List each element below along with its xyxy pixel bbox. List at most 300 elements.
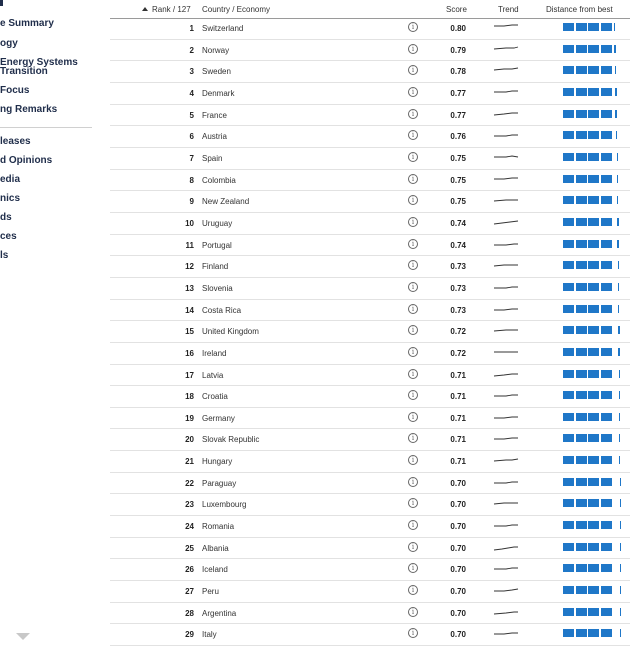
country-cell[interactable]: Switzerland [202, 24, 244, 33]
sidebar-item-opinions[interactable]: d Opinions [0, 155, 53, 166]
score-cell: 0.79 [450, 45, 466, 55]
table-row [110, 105, 630, 127]
table-row [110, 429, 630, 451]
trend-line [494, 113, 518, 115]
distance-segment [588, 305, 599, 313]
rank-cell: 15 [185, 327, 194, 337]
country-cell[interactable]: New Zealand [202, 197, 250, 207]
distance-segment [563, 45, 574, 53]
distance-segment [588, 196, 599, 204]
score-cell: 0.70 [450, 565, 466, 575]
info-icon[interactable]: i [408, 22, 418, 32]
distance-marker [619, 456, 621, 464]
info-icon[interactable]: i [408, 195, 418, 205]
info-icon[interactable]: i [408, 174, 418, 184]
score-cell: 0.72 [450, 327, 466, 337]
table-row [110, 408, 630, 430]
distance-segment [563, 608, 574, 616]
distance-bar [563, 391, 615, 399]
table-row [110, 126, 630, 148]
distance-segment [601, 564, 612, 572]
distance-segment [588, 240, 599, 248]
country-cell[interactable]: Italy [202, 630, 217, 640]
info-icon[interactable]: i [408, 239, 418, 249]
rank-cell: 12 [185, 262, 194, 272]
country-cell[interactable]: Costa Rica [202, 305, 242, 315]
info-icon[interactable]: i [408, 325, 418, 335]
distance-segment [563, 348, 574, 356]
distance-bar [563, 218, 615, 226]
sidebar-nav [0, 0, 105, 644]
trend-sparkline [492, 368, 520, 380]
info-icon[interactable]: i [408, 260, 418, 270]
distance-marker [615, 66, 617, 74]
score-cell: 0.70 [450, 630, 466, 640]
distance-segment [576, 348, 587, 356]
country-cell[interactable]: Croatia [202, 392, 228, 402]
distance-bar [563, 45, 615, 53]
trend-sparkline [492, 86, 520, 98]
table-row [110, 61, 630, 83]
score-cell: 0.74 [450, 240, 466, 250]
country-cell[interactable]: Romania [202, 522, 235, 532]
distance-segment [601, 413, 612, 421]
score-cell: 0.73 [450, 262, 466, 272]
distance-segment [588, 521, 599, 529]
trend-sparkline [492, 389, 520, 401]
trend-line [494, 503, 518, 504]
distance-segment [588, 131, 599, 139]
trend-sparkline [492, 497, 520, 509]
distance-bar [563, 348, 615, 356]
distance-segment [601, 305, 612, 313]
distance-bar [563, 629, 615, 637]
scroll-down-arrow-icon[interactable] [16, 633, 30, 640]
trend-sparkline [492, 584, 520, 596]
distance-segment [601, 391, 612, 399]
distance-segment [576, 175, 587, 183]
sidebar-item-closing-remarks[interactable]: ng Remarks [0, 104, 58, 115]
trend-sparkline [492, 64, 520, 76]
rank-cell: 5 [189, 110, 194, 120]
rank-cell: 17 [185, 370, 194, 380]
distance-segment [601, 629, 612, 637]
info-icon[interactable]: i [408, 412, 418, 422]
distance-segment [601, 175, 612, 183]
rank-cell: 3 [189, 67, 194, 77]
table-row [110, 386, 630, 408]
distance-segment [588, 391, 599, 399]
info-icon[interactable]: i [408, 390, 418, 400]
table-row [110, 191, 630, 213]
sidebar-item-transition[interactable]: Transition [0, 66, 48, 77]
rank-cell: 21 [185, 457, 194, 467]
info-icon[interactable]: i [408, 520, 418, 530]
distance-segment [588, 434, 599, 442]
distance-marker [615, 88, 617, 96]
distance-segment [576, 45, 587, 53]
distance-segment [601, 131, 612, 139]
info-icon[interactable]: i [408, 109, 418, 119]
country-cell[interactable]: Luxembourg [202, 500, 247, 510]
trend-sparkline [492, 606, 520, 618]
distance-segment [576, 434, 587, 442]
distance-segment [563, 196, 574, 204]
distance-segment [588, 88, 599, 96]
country-cell[interactable]: Denmark [202, 88, 235, 98]
distance-segment [588, 586, 599, 594]
trend-sparkline [492, 129, 520, 141]
distance-segment [601, 261, 612, 269]
table-row [110, 235, 630, 257]
distance-segment [576, 521, 587, 529]
info-icon[interactable]: i [408, 65, 418, 75]
country-cell[interactable]: Austria [202, 132, 227, 142]
info-icon[interactable]: i [408, 607, 418, 617]
country-cell[interactable]: Peru [202, 587, 219, 597]
country-cell[interactable]: United Kingdom [202, 327, 259, 337]
distance-segment [563, 175, 574, 183]
trend-line [494, 135, 518, 136]
distance-marker [620, 499, 622, 507]
rank-cell: 4 [189, 88, 194, 98]
score-cell: 0.70 [450, 500, 466, 510]
distance-segment [601, 456, 612, 464]
trend-sparkline [492, 411, 520, 423]
trend-line [494, 330, 518, 331]
trend-sparkline [492, 43, 520, 55]
table-row [110, 365, 630, 387]
country-cell[interactable]: Latvia [202, 370, 224, 380]
distance-marker [617, 153, 619, 161]
distance-marker [619, 434, 621, 442]
distance-bar [563, 608, 615, 616]
distance-segment [588, 326, 599, 334]
distance-segment [576, 326, 587, 334]
distance-segment [563, 240, 574, 248]
info-icon[interactable]: i [408, 304, 418, 314]
distance-segment [576, 456, 587, 464]
distance-marker [620, 629, 622, 637]
rank-cell: 9 [189, 197, 194, 207]
distance-segment [576, 413, 587, 421]
table-row [110, 213, 630, 235]
country-cell[interactable]: Hungary [202, 457, 233, 467]
score-cell: 0.78 [450, 67, 466, 77]
rank-cell: 1 [189, 24, 194, 33]
distance-segment [576, 153, 587, 161]
sidebar-item-methodology[interactable]: ogy [0, 38, 18, 49]
distance-segment [576, 131, 587, 139]
trend-column-header: Trend [498, 5, 519, 14]
rank-cell: 24 [185, 522, 194, 532]
score-cell: 0.70 [450, 587, 466, 597]
distance-segment [588, 110, 599, 118]
trend-line [494, 482, 518, 483]
distance-segment [563, 131, 574, 139]
distance-segment [576, 499, 587, 507]
distance-segment [588, 478, 599, 486]
score-cell: 0.75 [450, 175, 466, 185]
distance-segment [588, 348, 599, 356]
distance-segment [601, 478, 612, 486]
distance-bar [563, 240, 615, 248]
score-cell: 0.77 [450, 110, 466, 120]
distance-marker [620, 478, 622, 486]
distance-segment [601, 586, 612, 594]
trend-sparkline [492, 454, 520, 466]
trend-sparkline [492, 303, 520, 315]
country-cell[interactable]: Albania [202, 543, 229, 553]
trend-line [494, 612, 518, 614]
trend-line [494, 395, 518, 396]
rank-cell: 28 [185, 608, 194, 618]
distance-segment [563, 413, 574, 421]
rank-cell: 7 [189, 153, 194, 163]
table-row [110, 256, 630, 278]
trend-sparkline [492, 432, 520, 444]
distance-segment [563, 478, 574, 486]
country-cell[interactable]: Colombia [202, 175, 236, 185]
info-icon[interactable]: i [408, 369, 418, 379]
info-icon[interactable]: i [408, 87, 418, 97]
distance-segment [563, 66, 574, 74]
trend-sparkline [492, 173, 520, 185]
trend-sparkline [492, 627, 520, 639]
distance-segment [601, 218, 612, 226]
score-cell: 0.71 [450, 370, 466, 380]
trend-sparkline [492, 562, 520, 574]
rank-cell: 20 [185, 435, 194, 445]
sidebar-item-executive-summary[interactable]: e Summary [0, 18, 54, 29]
info-icon[interactable]: i [408, 498, 418, 508]
country-cell[interactable]: Uruguay [202, 218, 233, 228]
country-cell[interactable]: Spain [202, 153, 223, 163]
distance-bar [563, 456, 615, 464]
distance-marker [615, 110, 617, 118]
distance-segment [588, 45, 599, 53]
table-row [110, 170, 630, 192]
table-row [110, 18, 630, 40]
distance-segment [601, 499, 612, 507]
distance-segment [563, 153, 574, 161]
distance-segment [601, 196, 612, 204]
country-cell[interactable]: Slovak Republic [202, 435, 260, 445]
distance-segment [563, 391, 574, 399]
trend-line [494, 633, 518, 634]
trend-sparkline [492, 476, 520, 488]
trend-line [494, 25, 518, 26]
distance-segment [576, 88, 587, 96]
sidebar-item-graphics[interactable]: nics [0, 193, 21, 204]
distance-segment [563, 110, 574, 118]
rank-column-header[interactable]: Rank / 127 [142, 5, 191, 14]
distance-marker [618, 261, 620, 269]
distance-bar [563, 131, 615, 139]
info-icon[interactable]: i [408, 130, 418, 140]
info-icon[interactable]: i [408, 542, 418, 552]
distance-segment [576, 608, 587, 616]
sidebar-item-energy-systems[interactable]: Energy Systems [0, 57, 78, 68]
distance-bar [563, 326, 615, 334]
distance-segment [563, 218, 574, 226]
distance-segment [576, 261, 587, 269]
distance-segment [563, 23, 574, 31]
country-cell[interactable]: Ireland [202, 348, 227, 358]
distance-marker [618, 326, 620, 334]
country-cell[interactable]: Iceland [202, 565, 228, 575]
score-cell: 0.72 [450, 348, 466, 358]
trend-line [494, 547, 518, 550]
distance-marker [618, 283, 620, 291]
distance-segment [601, 521, 612, 529]
rank-cell: 16 [185, 348, 194, 358]
rank-cell: 29 [185, 630, 194, 640]
trend-sparkline [492, 541, 520, 553]
distance-marker [620, 521, 622, 529]
table-row [110, 83, 630, 105]
score-cell: 0.71 [450, 392, 466, 402]
rank-cell: 2 [189, 45, 194, 55]
table-row [110, 603, 630, 625]
table-body [110, 18, 630, 646]
score-cell: 0.75 [450, 153, 466, 163]
distance-segment [588, 23, 599, 31]
score-cell: 0.70 [450, 522, 466, 532]
info-icon[interactable]: i [408, 628, 418, 638]
distance-segment [576, 478, 587, 486]
rank-cell: 25 [185, 543, 194, 553]
distance-segment [576, 370, 587, 378]
distance-bar [563, 23, 615, 31]
country-cell[interactable]: Norway [202, 45, 230, 55]
trend-sparkline [492, 108, 520, 120]
sidebar-item-tools[interactable]: ls [0, 250, 9, 261]
country-cell[interactable]: Portugal [202, 240, 232, 250]
distance-segment [576, 629, 587, 637]
distance-segment [576, 564, 587, 572]
country-cell[interactable]: Argentina [202, 608, 237, 618]
distance-bar [563, 110, 615, 118]
table-row [110, 343, 630, 365]
rank-cell: 6 [189, 132, 194, 142]
distance-segment [563, 88, 574, 96]
info-icon[interactable]: i [408, 455, 418, 465]
distance-marker [614, 23, 616, 31]
score-cell: 0.73 [450, 283, 466, 293]
distance-bar [563, 196, 615, 204]
score-cell: 0.80 [450, 24, 466, 33]
distance-segment [563, 305, 574, 313]
distance-segment [601, 348, 612, 356]
info-icon[interactable]: i [408, 282, 418, 292]
info-icon[interactable]: i [408, 44, 418, 54]
info-icon[interactable]: i [408, 152, 418, 162]
distance-segment [588, 261, 599, 269]
table-row [110, 581, 630, 603]
distance-segment [563, 456, 574, 464]
trend-line [494, 200, 518, 201]
info-icon[interactable]: i [408, 477, 418, 487]
sidebar-item-press-releases[interactable]: leases [0, 136, 31, 147]
rank-cell: 10 [185, 218, 194, 228]
table-row [110, 559, 630, 581]
table-row [110, 473, 630, 495]
info-icon[interactable]: i [408, 563, 418, 573]
trend-sparkline [492, 151, 520, 163]
info-icon[interactable]: i [408, 347, 418, 357]
distance-segment [576, 305, 587, 313]
rank-cell: 27 [185, 587, 194, 597]
country-cell[interactable]: Sweden [202, 67, 231, 77]
distance-segment [588, 218, 599, 226]
distance-bar [563, 413, 615, 421]
distance-bar [563, 283, 615, 291]
sidebar-item-resources[interactable]: ces [0, 231, 17, 242]
score-cell: 0.70 [450, 478, 466, 488]
info-icon[interactable]: i [408, 217, 418, 227]
sidebar-item-focus[interactable]: Focus [0, 85, 30, 96]
info-icon[interactable]: i [408, 585, 418, 595]
country-cell[interactable]: Slovenia [202, 283, 233, 293]
country-cell[interactable]: France [202, 110, 227, 120]
distance-marker [619, 370, 621, 378]
distance-segment [601, 543, 612, 551]
rank-cell: 13 [185, 283, 194, 293]
country-cell[interactable]: Paraguay [202, 478, 237, 488]
trend-line [494, 265, 518, 266]
rank-cell: 8 [189, 175, 194, 185]
country-cell[interactable]: Finland [202, 262, 229, 272]
sidebar-item-downloads[interactable]: ds [0, 212, 12, 223]
distance-segment [576, 66, 587, 74]
trend-line [494, 287, 518, 288]
score-cell: 0.77 [450, 88, 466, 98]
distance-bar [563, 88, 615, 96]
sidebar-item-media[interactable]: edia [0, 174, 21, 185]
trend-sparkline [492, 238, 520, 250]
trend-line [494, 459, 518, 461]
distance-segment [576, 23, 587, 31]
trend-sparkline [492, 281, 520, 293]
trend-line [494, 244, 518, 245]
distance-segment [576, 240, 587, 248]
score-cell: 0.70 [450, 608, 466, 618]
distance-segment [576, 283, 587, 291]
distance-segment [588, 175, 599, 183]
country-cell[interactable]: Germany [202, 413, 235, 423]
distance-segment [588, 543, 599, 551]
info-icon[interactable]: i [408, 433, 418, 443]
score-cell: 0.71 [450, 457, 466, 467]
distance-bar [563, 434, 615, 442]
distance-segment [588, 370, 599, 378]
distance-segment [563, 564, 574, 572]
distance-segment [601, 23, 612, 31]
distance-segment [588, 66, 599, 74]
distance-segment [576, 218, 587, 226]
distance-bar [563, 564, 615, 572]
score-cell: 0.75 [450, 197, 466, 207]
distance-bar [563, 499, 615, 507]
trend-sparkline [492, 346, 520, 358]
country-column-header: Country / Economy [202, 5, 271, 14]
table-row [110, 624, 630, 646]
distance-segment [601, 283, 612, 291]
distance-marker [618, 348, 620, 356]
distance-marker [617, 196, 619, 204]
trend-sparkline [492, 194, 520, 206]
